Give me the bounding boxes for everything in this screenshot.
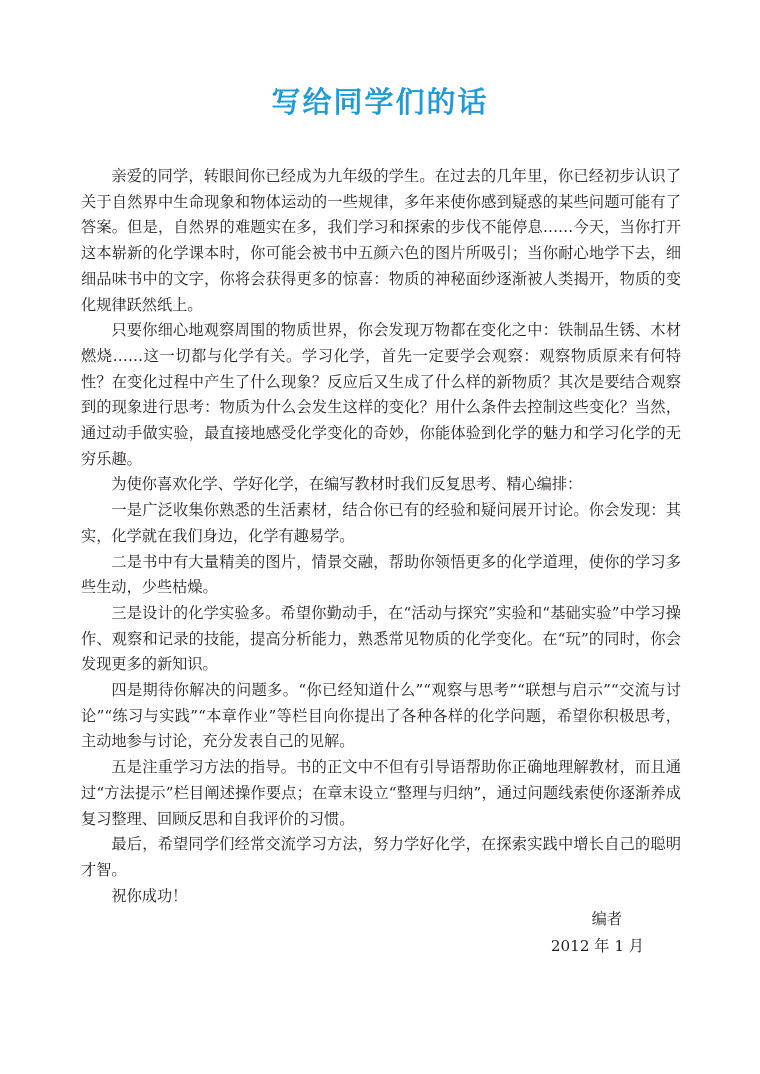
paragraph-1: 亲爱的同学，转眼间你已经成为九年级的学生。在过去的几年里，你已经初步认识了关于自然界中生命现象和物体运动的一些规律，多年来使你感到疑惑的某些问题可能有了答案。但是，自然界的难题实在多，我们学习和探索的步伐不能停息……今天，当你打开这本崭新的化学课本时，你可能会被书中五颜六色的图片所吸引；当你耐心地学下去，细细品味书中的文字，你将会获得更多的惊喜：物质的神秘面纱逐渐被人类揭开，物质的变化规律跃然纸上。 [81, 167, 681, 314]
paragraph-3: 为使你喜欢化学、学好化学，在编写教材时我们反复思考、精心编排： [111, 475, 583, 494]
paragraph-5: 二是书中有大量精美的图片，情景交融，帮助你领悟更多的化学道理，使你的学习多些生动，少些枯燥。 [81, 552, 681, 597]
signature-author: 编者 [591, 910, 622, 928]
paragraph-8: 五是注重学习方法的指导。书的正文中不但有引导语帮助你正确地理解教材，而且通过“方法提示”栏目阐述操作要点；在章末设立“整理与归纳”，通过问题线索使你逐渐养成复习整理、回顾反思和自我评价的习惯。 [81, 758, 681, 828]
signature-date: 2012 年 1 月 [550, 937, 644, 955]
paragraph-7: 四是期待你解决的问题多。“你已经知道什么”“观察与思考”“联想与启示”“交流与讨论”“练习与实践”“本章作业”等栏目向你提出了各种各样的化学问题，希望你积极思考，主动地参与讨论，充分发表自己的见解。 [81, 681, 681, 751]
paragraph-4: 一是广泛收集你熟悉的生活素材，结合你已有的经验和疑问展开讨论。你会发现：其实，化学就在我们身边，化学有趣易学。 [81, 501, 681, 545]
paragraph-2: 只要你细心地观察周围的物质世界，你会发现万物都在变化之中：铁制品生锈、木材燃烧……这一切都与化学有关。学习化学，首先一定要学会观察：观察物质原来有何特性？在变化过程中产生了什么现象？反应后又生成了什么样的新物质？其次是要结合观察到的现象进行思考：物质为什么会发生这样的变化？用什么条件去控制这些变化？当然，通过动手做实验，最直接地感受化学变化的奇妙，你能体验到化学的魅力和学习化学的无穷乐趣。 [81, 321, 681, 468]
letter-body [81, 164, 681, 909]
letter-title: 写给同学们的话 [271, 85, 489, 119]
paragraph-9: 最后，希望同学们经常交流学习方法，努力学好化学，在探索实践中增长自己的聪明才智。 [81, 835, 681, 879]
paragraph-6: 三是设计的化学实验多。希望你勤动手，在“活动与探究”实验和“基础实验”中学习操作、观察和记录的技能，提高分析能力，熟悉常见物质的化学变化。在“玩”的同时，你会发现更多的新知识。 [81, 603, 681, 674]
paragraph-10: 祝你成功！ [111, 886, 188, 905]
